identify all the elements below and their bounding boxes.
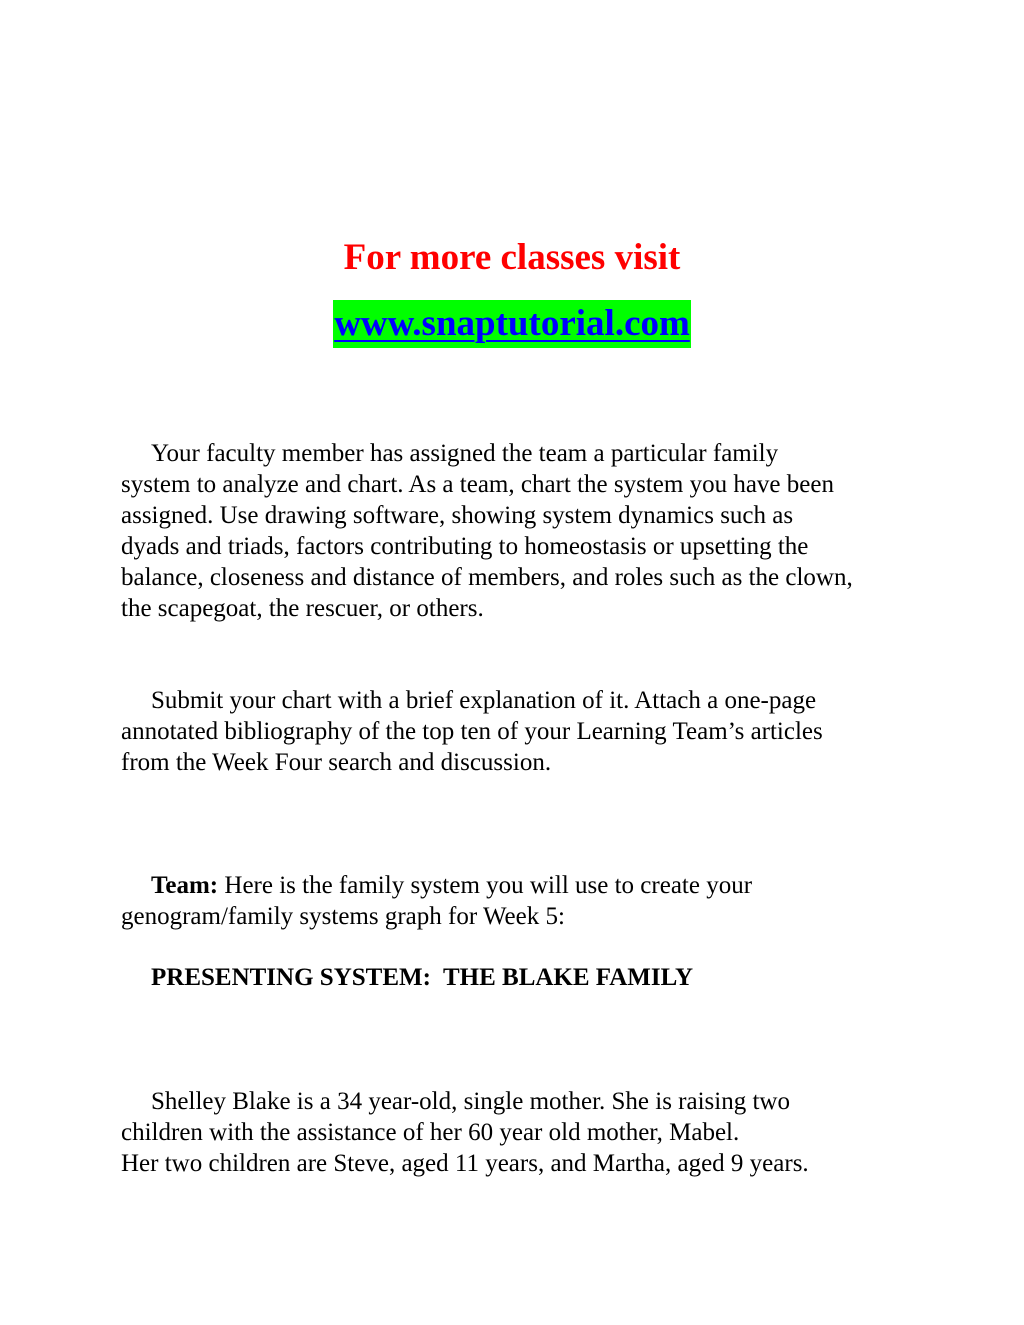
promo-heading: For more classes visit	[343, 237, 681, 278]
presenting-system-heading: PRESENTING SYSTEM: THE BLAKE FAMILY	[151, 964, 694, 991]
team-text: Here is the family system you will use to create your genogram/family systems graph for Week 5:	[121, 872, 753, 930]
submit-paragraph: Submit your chart with a brief explanation of it. Attach a one-page annotated bibliography of the top ten of your Learning Team’s articles from the Week Four search and discussion.	[121, 687, 823, 776]
promo-link-container	[0, 300, 1024, 348]
assignment-paragraph: Your faculty member has assigned the team a particular family system to analyze and chart. As a team, chart the system you have been assigned. Use drawing software, showing system dynamics such as dyads and triads, factors contributing to homeostasis or upsetting the balance, closeness and distance of members, and roles such as the clown, the scapegoat, the rescuer, or others.	[121, 440, 853, 622]
snaptutorial-link[interactable]: www.snaptutorial.com	[333, 300, 691, 348]
blake-family-paragraph: Shelley Blake is a 34 year-old, single mother. She is raising two children with the assistance of her 60 year old mother, Mabel. Her two children are Steve, aged 11 years, and Martha, aged 9 years.	[121, 1088, 809, 1177]
team-paragraph	[121, 870, 921, 932]
team-label: Team:	[151, 872, 219, 899]
